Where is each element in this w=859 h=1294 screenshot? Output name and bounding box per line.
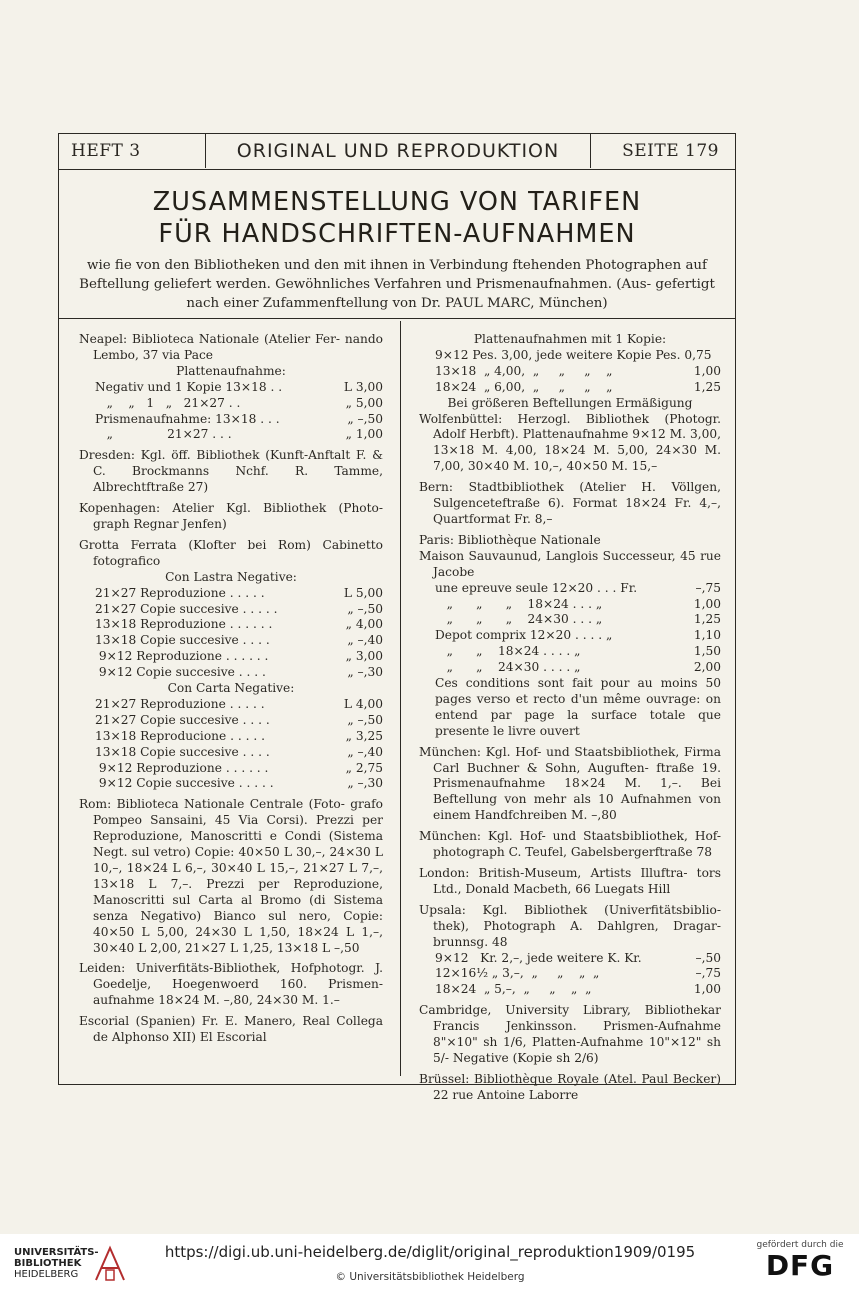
price-item: 13×18 Copie succesive . . . . xyxy=(95,633,270,648)
price-row xyxy=(419,597,721,613)
note: Bei größeren Beftellungen Ermäßigung xyxy=(447,395,693,410)
price-row xyxy=(79,776,383,792)
price-item: 21×27 Copie succesive . . . . xyxy=(95,712,270,727)
price-item: „ „ 1 „ 21×27 . . xyxy=(95,395,241,410)
entry-text: Maison Sauvaunud, Langlois Successeur, 45 rue Jacobe xyxy=(419,548,721,579)
right-column xyxy=(419,332,721,1109)
price-value: 1,10 xyxy=(693,628,721,643)
issue-number: HEFT 3 xyxy=(71,141,141,161)
price-value: „ –,50 xyxy=(347,411,383,426)
entry-dresden: Dresden: Kgl. öff. Bibliothek (Kunft-Anftalt F. & C. Brockmanns Nchf. R. Tamme, Albrechtftraße 27) xyxy=(79,448,383,495)
price-row xyxy=(419,380,721,396)
price-item: 9×12 Reproduzione . . . . . . xyxy=(95,649,269,664)
entry-rom: Rom: Biblioteca Nationale Centrale (Foto- grafo Pompeo Sansaini, 45 Via Corsi). Prezzi per Reproduzione, Manoscritti e Condi (Sistema Negt. sul vetro) Copie: 40×50 L 30,–, 24×30 L 10,–, 18×24 L 6,–, 30×40 L 15,–, 21×27 L 7,–, 13×18 L 7,–. Prezzi per Reproduzione, Manoscritti sul Carta al Bromo (di Sistema senza Negativo) Bianco sul nero, Copie: 40×50 L 5,00, 24×30 L 1,50, 18×24 L 1,–, 30×40 L 2,00, 21×27 L 1,25, 13×18 L –,50 xyxy=(79,797,383,955)
entry-grotta-ferrata xyxy=(79,538,383,793)
price-row xyxy=(419,364,721,380)
price-item: 21×27 Copie succesive . . . . . xyxy=(95,601,278,616)
price-row xyxy=(79,380,383,396)
price-item: 9×12 Pes. 3,00, jede weitere Kopie Pes. 0,75 xyxy=(435,347,712,362)
price-value: 1,00 xyxy=(693,363,721,378)
price-value: 1,50 xyxy=(693,644,721,659)
price-value: „ 4,00 xyxy=(345,617,383,632)
running-header xyxy=(59,134,735,170)
entry-text: Upsala: Kgl. Bibliothek (Univerfitätsbiblio- thek), Photograph A. Dahlgren, Dragar- brunnsg. 48 xyxy=(419,902,721,949)
price-row xyxy=(79,617,383,633)
price-item: Negativ und 1 Kopie 13×18 . . xyxy=(95,379,283,394)
price-row xyxy=(79,761,383,777)
entry-upsala xyxy=(419,903,721,998)
price-item: 18×24 „ 6,00, „ „ „ „ xyxy=(435,379,613,394)
price-row xyxy=(79,713,383,729)
price-value: „ –,50 xyxy=(347,712,383,727)
title-line-1: ZUSAMMENSTELLUNG VON TARIFEN xyxy=(152,187,642,217)
price-value: 1,00 xyxy=(693,982,721,997)
price-value: –,75 xyxy=(695,580,721,595)
price-row xyxy=(79,396,383,412)
price-value: „ 1,00 xyxy=(345,427,383,442)
price-row xyxy=(419,628,721,644)
price-item: 9×12 Copie succesive . . . . xyxy=(95,665,266,680)
price-table xyxy=(419,951,721,999)
price-row xyxy=(419,644,721,660)
price-value: –,50 xyxy=(695,950,721,965)
price-row xyxy=(419,660,721,676)
price-item: Depot comprix 12×20 . . . . „ xyxy=(435,628,613,643)
article-subtitle: wie fie von den Bibliotheken und den mit ihnen in Verbindung ftehenden Photographen auf Beftellung geliefert werden. Gewöhnliches Verfahren und Prismenaufnahmen. (Aus- gefertigt nach einer Zufammenftellung von Dr. PAUL MARC, München) xyxy=(79,258,715,311)
price-value: 1,25 xyxy=(693,379,721,394)
price-row xyxy=(79,412,383,428)
price-row xyxy=(419,966,721,982)
price-item: 9×12 Kr. 2,–, jede weitere K. Kr. xyxy=(435,950,642,965)
price-value: „ –,40 xyxy=(347,633,383,648)
entry-muenchen-1: München: Kgl. Hof- und Staatsbibliothek, Firma Carl Buchner & Sohn, Auguften- ftraße 19. Prismenaufnahme 18×24 M. 1,–. Bei Beftellung von mehr als 10 Aufnahmen von einem Handfchreiben M. –,80 xyxy=(419,744,721,823)
dfg-caption: gefördert durch die xyxy=(756,1240,844,1250)
entry-text: Grotta Ferrata (Klofter bei Rom) Cabinetto fotografico xyxy=(79,537,383,568)
price-table xyxy=(79,697,383,792)
price-value: „ –,30 xyxy=(347,776,383,791)
dfg-logo[interactable] xyxy=(755,1240,845,1282)
price-item: „ „ 24×30 . . . . „ xyxy=(435,660,581,675)
logo-line-3: HEIDELBERG xyxy=(14,1269,79,1280)
price-row xyxy=(419,348,721,364)
price-table xyxy=(79,380,383,444)
price-item: 18×24 „ 5,–, „ „ „ „ xyxy=(435,982,592,997)
price-value: L 5,00 xyxy=(343,585,383,600)
price-item: „ „ „ 18×24 . . . „ xyxy=(435,596,603,611)
price-item: 21×27 Reproduzione . . . . . xyxy=(95,585,265,600)
dfg-wordmark: DFG xyxy=(765,1249,835,1282)
subheading: Plattenaufnahme: xyxy=(176,363,286,378)
copyright-note: © Universitätsbibliothek Heidelberg xyxy=(335,1271,525,1283)
page-frame xyxy=(58,133,736,1102)
price-row xyxy=(419,612,721,628)
price-value: „ 5,00 xyxy=(345,395,383,410)
entry-cambridge: Cambridge, University Library, Bibliothekar Francis Jenkinsson. Prismen-Aufnahme 8"×10" sh 1/6, Platten-Aufnahme 10"×12" sh 5/- Negative (Kopie sh 2/6) xyxy=(419,1003,721,1065)
subheading: Plattenaufnahmen mit 1 Kopie: xyxy=(473,332,667,346)
logo-line-2: BIBLIOTHEK xyxy=(14,1258,82,1269)
price-value: „ 2,75 xyxy=(345,760,383,775)
price-item: 9×12 Reproduzione . . . . . . xyxy=(95,760,269,775)
entry-muenchen-2: München: Kgl. Hof- und Staatsbibliothek, Hof- photograph C. Teufel, Gabelsbergerftraße 78 xyxy=(419,829,721,860)
price-value: 1,25 xyxy=(693,612,721,627)
article-title xyxy=(59,186,735,250)
price-item: „ „ 18×24 . . . . „ xyxy=(435,644,581,659)
price-row xyxy=(79,665,383,681)
price-value: 1,00 xyxy=(693,596,721,611)
entry-london: London: British-Museum, Artists Illuftra- tors Ltd., Donald Macbeth, 66 Luegats Hill xyxy=(419,866,721,896)
viewer-footer xyxy=(0,1234,859,1294)
price-value: „ –,40 xyxy=(347,744,383,759)
price-row xyxy=(79,745,383,761)
price-item: 13×18 Reproduzione . . . . . . xyxy=(95,617,273,632)
price-value: „ –,30 xyxy=(347,665,383,680)
price-item: 13×18 Reproducione . . . . . xyxy=(95,728,265,743)
entry-wolfenbuettel: Wolfenbüttel: Herzogl. Bibliothek (Photogr. Adolf Herbft). Plattenaufnahme 9×12 M. 3,00, 13×18 M. 4,00, 18×24 M. 5,00, 24×30 M. 7,00, 30×40 M. 10,–, 40×50 M. 15,– xyxy=(419,411,721,474)
price-item: 9×12 Copie succesive . . . . . xyxy=(95,776,274,791)
price-table xyxy=(419,581,721,676)
entry-neapel xyxy=(79,332,383,443)
price-row xyxy=(79,649,383,665)
price-row xyxy=(79,602,383,618)
price-table xyxy=(79,586,383,681)
price-row xyxy=(79,586,383,602)
price-row xyxy=(419,951,721,967)
entry-leiden: Leiden: Univerfitäts-Bibliothek, Hofphotogr. J. Goedelje, Hoegenwoerd 160. Prismen- aufnahme 18×24 M. –,80, 24×30 M. 1.– xyxy=(79,961,383,1008)
price-item: 13×18 „ 4,00, „ „ „ „ xyxy=(435,363,613,378)
subheading: Con Lastra Negative: xyxy=(165,569,297,584)
journal-title: ORIGINAL UND REPRODUKTION xyxy=(205,134,591,168)
price-row xyxy=(79,633,383,649)
price-item: Prismenaufnahme: 13×18 . . . xyxy=(95,411,280,426)
price-value: „ –,50 xyxy=(347,601,383,616)
price-item: une epreuve seule 12×20 . . . Fr. xyxy=(435,580,638,595)
price-value: „ 3,25 xyxy=(345,728,383,743)
entry-bruessel: Brüssel: Bibliothèque Royale (Atel. Paul Becker) 22 rue Antoine Laborre xyxy=(419,1071,721,1102)
permalink[interactable]: https://digi.ub.uni-heidelberg.de/diglit/original_reproduktion1909/0195 xyxy=(164,1243,696,1261)
entry-kopenhagen: Kopenhagen: Atelier Kgl. Bibliothek (Photo- graph Regnar Jenfen) xyxy=(79,501,383,531)
price-row xyxy=(79,697,383,713)
entry-escorial: Escorial (Spanien) Fr. E. Manero, Real Collega de Alphonso XII) El Escorial xyxy=(79,1014,383,1045)
price-item: 21×27 Reproduzione . . . . . xyxy=(95,696,265,711)
entry-text: Neapel: Biblioteca Nationale (Atelier Fer- nando Lembo, 37 via Pace xyxy=(79,332,383,362)
seal-icon xyxy=(88,1244,132,1284)
price-row xyxy=(419,581,721,597)
title-line-2: FÜR HANDSCHRIFTEN-AUFNAHMEN xyxy=(158,219,636,249)
conditions-text: Ces conditions sont fait pour au moins 50 pages verso et recto d'un même ouvrage: on entend par page la surface totale que presente le livre ouvert xyxy=(435,676,721,738)
ub-heidelberg-logo[interactable] xyxy=(14,1244,154,1286)
price-value: L 4,00 xyxy=(343,696,383,711)
page-number: SEITE 179 xyxy=(622,141,719,161)
entry-maison xyxy=(419,549,721,740)
left-column xyxy=(79,332,383,1051)
logo-line-1: UNIVERSITÄTS- xyxy=(14,1247,99,1258)
title-rule xyxy=(59,318,735,319)
subheading: Con Carta Negative: xyxy=(167,681,295,696)
entry-bern: Bern: Stadtbibliothek (Atelier H. Völlgen, Sulgenceteftraße 6). Format 18×24 Fr. 4,–, Quartformat Fr. 8,– xyxy=(419,480,721,526)
price-item: 13×18 Copie succesive . . . . xyxy=(95,744,270,759)
column-divider xyxy=(400,321,401,1076)
price-item: „ „ „ 24×30 . . . „ xyxy=(435,612,603,627)
price-row xyxy=(79,729,383,745)
price-value: 2,00 xyxy=(693,660,721,675)
price-row xyxy=(419,982,721,998)
price-value: „ 3,00 xyxy=(345,649,383,664)
entry-paris: Paris: Bibliothèque Nationale xyxy=(419,532,601,547)
price-item: 12×16½ „ 3,–, „ „ „ „ xyxy=(435,966,600,981)
price-row xyxy=(79,427,383,443)
price-value: –,75 xyxy=(695,966,721,981)
price-value: L 3,00 xyxy=(343,379,383,394)
price-item: „ 21×27 . . . xyxy=(95,427,232,442)
price-table xyxy=(419,348,721,396)
